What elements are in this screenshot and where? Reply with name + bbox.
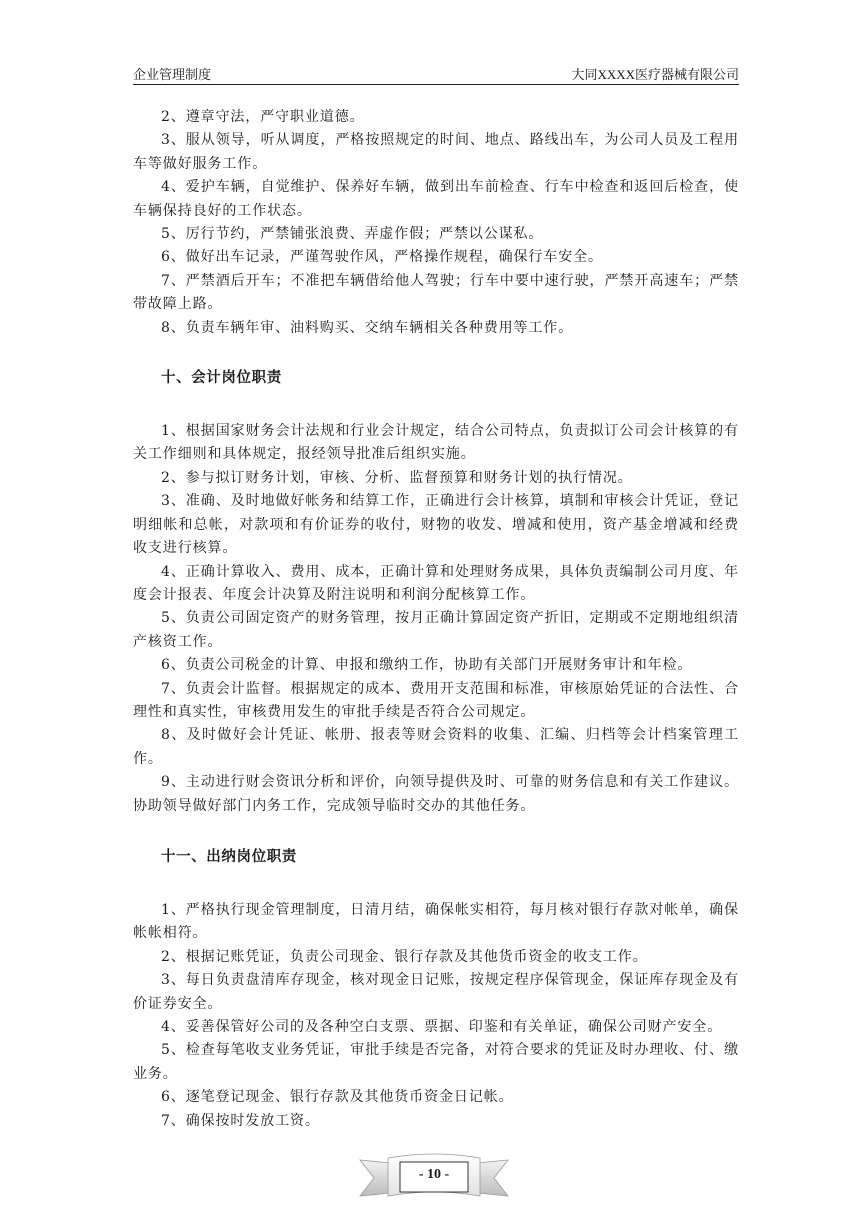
driver-item-7: 7、严禁酒后开车；不准把车辆借给他人驾驶；行车中要中速行驶，严禁开高速车；严禁带故障上路。: [133, 272, 739, 313]
driver-item-3: 3、服从领导，听从调度，严格按照规定的时间、地点、路线出车，为公司人员及工程用车等做好服务工作。: [133, 132, 739, 172]
header-document-title: 企业管理制度: [133, 68, 212, 83]
cashier-item-1: 1、严格执行现金管理制度，日清月结，确保帐实相符，每月核对银行存款对帐单，确保帐帐相符。: [133, 901, 739, 942]
driver-item-2: 2、遵章守法，严守职业道德。: [161, 109, 365, 125]
accounting-item-9: 9、主动进行财会资讯分析和评价，向领导提供及时、可靠的财务信息和有关工作建议。协助领导做好部门内务工作，完成领导临时交办的其他任务。: [133, 774, 739, 814]
page-header: [133, 64, 739, 86]
driver-item-8: 8、负责车辆年审、油料购买、交纳车辆相关各种费用等工作。: [161, 319, 574, 336]
page-number: - 10 -: [418, 1167, 450, 1182]
accounting-item-7: 7、负责会计监督。根据规定的成本、费用开支范围和标准，审核原始凭证的合法性、合理性和真实性，审核费用发生的审批手续是否符合公司规定。: [133, 680, 739, 720]
accounting-item-4: 4、正确计算收入、费用、成本，正确计算和处理财务成果，具体负责编制公司月度、年度会计报表、年度会计决算及附注说明和利润分配核算工作。: [133, 563, 739, 603]
cashier-item-4: 4、妥善保管好公司的及各种空白支票、票据、印鉴和有关单证，确保公司财产安全。: [161, 1019, 723, 1035]
accounting-item-5: 5、负责公司固定资产的财务管理，按月正确计算固定资产折旧，定期或不定期地组织清产核资工作。: [133, 610, 739, 650]
header-divider: [133, 84, 739, 85]
cashier-item-2: 2、根据记账凭证，负责公司现金、银行存款及其他货币资金的收支工作。: [161, 948, 648, 965]
accounting-item-6: 6、负责公司税金的计算、申报和缴纳工作，协助有关部门开展财务审计和年检。: [161, 657, 693, 674]
cashier-item-3: 3、每日负责盘清库存现金，核对现金日记账，按规定程序保管现金，保证库存现金及有价证券安全。: [133, 972, 739, 1012]
cashier-item-5: 5、检查每笔收支业务凭证，审批手续是否完备，对符合要求的凭证及时办理收、付、缴业务。: [133, 1042, 739, 1082]
header-company-name: 大同XXXX医疗器械有限公司: [571, 67, 739, 82]
section-10-heading: 十、会计岗位职责: [161, 370, 282, 387]
accounting-item-2: 2、参与拟订财务计划，审核、分析、监督预算和财务计划的执行情况。: [161, 469, 633, 486]
driver-item-5: 5、厉行节约，严禁铺张浪费、弄虚作假；严禁以公谋私。: [161, 226, 544, 243]
driver-item-6: 6、做好出车记录，严谨驾驶作风，严格操作规程，确保行车安全。: [161, 249, 603, 266]
cashier-item-6: 6、逐笔登记现金、银行存款及其他货币资金日记帐。: [161, 1089, 514, 1106]
page-footer: [358, 1150, 510, 1208]
cashier-item-7: 7、确保按时发放工资。: [161, 1112, 320, 1129]
accounting-item-8: 8、及时做好会计凭证、帐册、报表等财会资料的收集、汇编、归档等会计档案管理工作。: [133, 727, 739, 767]
accounting-item-1: 1、根据国家财务会计法规和行业会计规定，结合公司特点，负责拟订公司会计核算的有关工作细则和具体规定，报经领导批准后组织实施。: [133, 423, 739, 463]
driver-item-4: 4、爱护车辆，自觉维护、保养好车辆，做到出车前检查、行车中检查和返回后检查，使车辆保持良好的工作状态。: [133, 179, 739, 219]
accounting-item-3: 3、准确、及时地做好帐务和结算工作，正确进行会计核算，填制和审核会计凭证，登记明细帐和总帐，对款项和有价证券的收付，财物的收发、增减和使用，资产基金增减和经费收支进行核算。: [133, 493, 739, 557]
page-body: [133, 106, 739, 1133]
section-11-heading: 十一、出纳岗位职责: [161, 848, 297, 865]
